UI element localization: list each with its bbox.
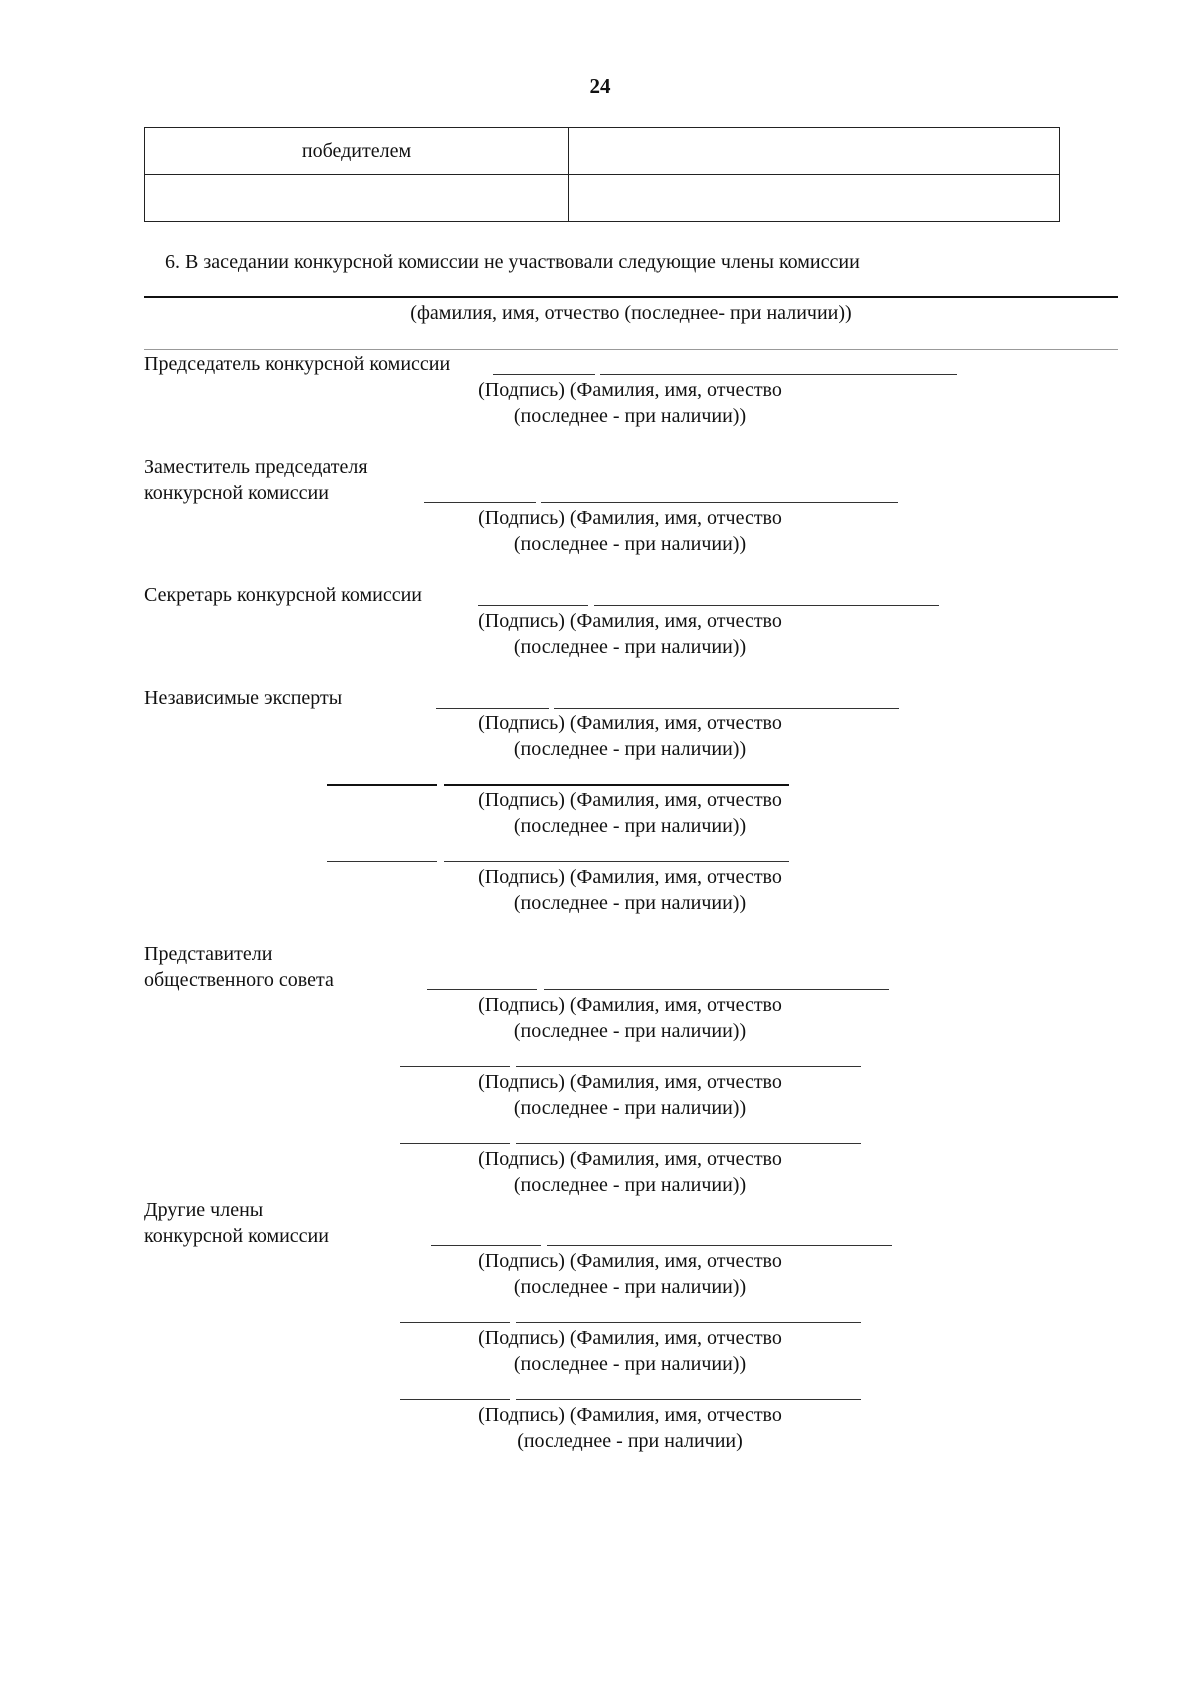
- signature-line: [424, 502, 536, 503]
- name-line: [594, 605, 939, 606]
- absent-members-caption: (фамилия, имя, отчество (последнее- при наличии)): [410, 302, 852, 324]
- separator-line: [144, 349, 1118, 350]
- signature-caption-note: (последнее - при наличии)): [513, 738, 747, 760]
- signature-caption-note: (последнее - при наличии)): [513, 405, 747, 427]
- signature-line: [400, 1143, 510, 1144]
- experts-label: Независимые эксперты: [144, 687, 343, 709]
- table-cell: [569, 175, 1060, 222]
- name-line: [541, 502, 898, 503]
- page-number: 24: [589, 74, 611, 98]
- signature-caption-note: (последнее - при наличии)): [513, 1174, 747, 1196]
- name-line: [600, 374, 957, 375]
- chairman-label: Председатель конкурсной комиссии: [144, 353, 451, 375]
- name-line: [516, 1399, 861, 1400]
- results-table: [144, 127, 1060, 222]
- secretary-label: Секретарь конкурсной комиссии: [144, 584, 422, 606]
- name-line: [547, 1245, 892, 1246]
- name-line: [554, 708, 899, 709]
- signature-line: [478, 605, 588, 606]
- other-members-label-line2: конкурсной комиссии: [144, 1225, 329, 1247]
- signature-caption-note: (последнее - при наличии): [517, 1430, 743, 1452]
- signature-caption-note: (последнее - при наличии)): [513, 1097, 747, 1119]
- table-row: [145, 175, 1060, 222]
- signature-caption: (Подпись) (Фамилия, имя, отчество: [478, 379, 782, 401]
- signature-caption: (Подпись) (Фамилия, имя, отчество: [478, 1404, 782, 1426]
- vice-chairman-label-line2: конкурсной комиссии: [144, 482, 329, 504]
- signature-line: [400, 1066, 510, 1067]
- name-line: [516, 1322, 861, 1323]
- table-cell: [145, 175, 569, 222]
- signature-caption: (Подпись) (Фамилия, имя, отчество: [478, 1327, 782, 1349]
- public-council-label-line1: Представители: [144, 943, 273, 965]
- table-cell: [569, 128, 1060, 175]
- signature-caption: (Подпись) (Фамилия, имя, отчество: [478, 507, 782, 529]
- signature-caption: (Подпись) (Фамилия, имя, отчество: [478, 712, 782, 734]
- signature-caption-note: (последнее - при наличии)): [513, 533, 747, 555]
- signature-line: [427, 989, 537, 990]
- signature-caption-note: (последнее - при наличии)): [513, 1276, 747, 1298]
- name-line: [516, 1143, 861, 1144]
- signature-caption: (Подпись) (Фамилия, имя, отчество: [478, 994, 782, 1016]
- signature-caption: (Подпись) (Фамилия, имя, отчество: [478, 1071, 782, 1093]
- signature-caption-note: (последнее - при наличии)): [513, 636, 747, 658]
- table-cell: победителем: [145, 128, 569, 175]
- signature-caption: (Подпись) (Фамилия, имя, отчество: [478, 1250, 782, 1272]
- signature-caption: (Подпись) (Фамилия, имя, отчество: [478, 866, 782, 888]
- signature-caption: (Подпись) (Фамилия, имя, отчество: [478, 1148, 782, 1170]
- other-members-label-line1: Другие члены: [144, 1199, 264, 1221]
- signature-caption: (Подпись) (Фамилия, имя, отчество: [478, 789, 782, 811]
- signature-line: [327, 861, 437, 862]
- signature-caption-note: (последнее - при наличии)): [513, 892, 747, 914]
- table-row: [145, 128, 1060, 175]
- signature-caption-note: (последнее - при наличии)): [513, 1353, 747, 1375]
- signature-caption-note: (последнее - при наличии)): [513, 1020, 747, 1042]
- signature-caption-note: (последнее - при наличии)): [513, 815, 747, 837]
- signature-caption: (Подпись) (Фамилия, имя, отчество: [478, 610, 782, 632]
- signature-line: [431, 1245, 541, 1246]
- signature-line: [400, 1322, 510, 1323]
- absent-members-line: [144, 296, 1118, 298]
- signature-line: [400, 1399, 510, 1400]
- signature-line: [327, 784, 437, 786]
- name-line: [444, 784, 789, 786]
- vice-chairman-label-line1: Заместитель председателя: [144, 456, 368, 478]
- signature-line: [436, 708, 549, 709]
- public-council-label-line2: общественного совета: [144, 969, 334, 991]
- name-line: [544, 989, 889, 990]
- name-line: [444, 861, 789, 862]
- signature-line: [493, 374, 595, 375]
- section-6-text: 6. В заседании конкурсной комиссии не участвовали следующие члены комиссии: [165, 251, 860, 273]
- name-line: [516, 1066, 861, 1067]
